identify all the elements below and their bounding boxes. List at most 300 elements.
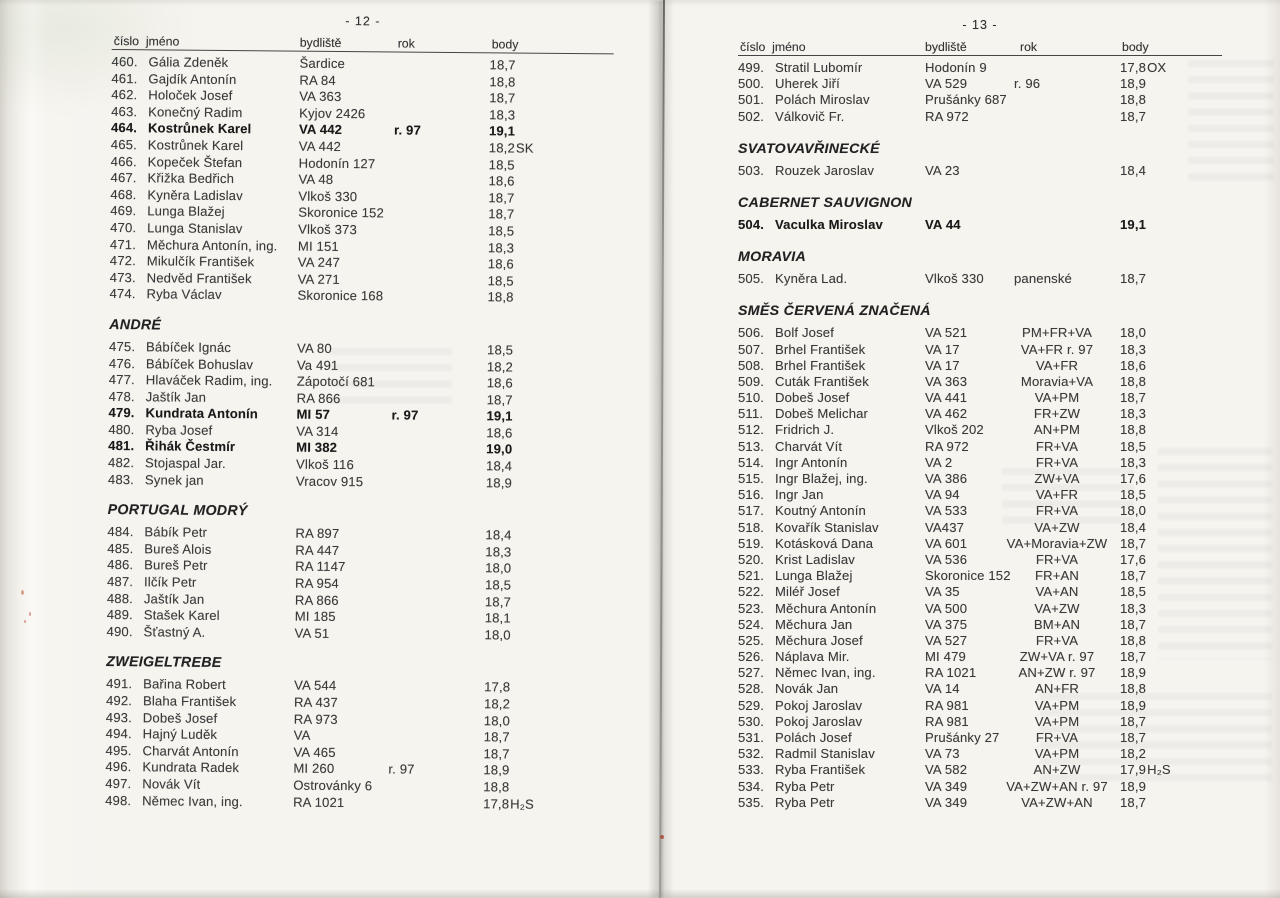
row-rok: VA+PM (1034, 390, 1080, 406)
row-points: 18,6 (486, 425, 513, 441)
row-body (1120, 795, 1146, 811)
row-number: 474. (109, 286, 136, 302)
row-bydliste: Vlkoš 373 (298, 221, 358, 238)
row-body (1120, 325, 1146, 341)
row-body (1120, 552, 1146, 568)
row-bydliste: Skoronice 152 (925, 568, 1011, 584)
row-rok: Moravia+VA (1020, 373, 1094, 389)
row-number: 487. (106, 574, 134, 590)
row-name: Polách Miroslav (775, 92, 870, 108)
row-bydliste: VA 51 (294, 625, 330, 641)
table-row (738, 422, 1222, 438)
row-number: 517. (738, 503, 765, 519)
row-name: Kyněra Lad. (775, 271, 848, 287)
row-body (1120, 536, 1146, 552)
row-rok: FR+VA (1035, 503, 1079, 519)
row-rok: AN+PM (1033, 422, 1081, 438)
row-points: 18,0 (484, 627, 511, 643)
row-bydliste: Prušánky 27 (925, 730, 1000, 745)
row-bydliste: VA 527 (925, 632, 968, 648)
row-points: 18,8 (1120, 681, 1147, 697)
col-header-cislo-jmeno: číslo jméno (113, 34, 180, 49)
row-name: Válkovič Fr. (775, 108, 845, 124)
row-name: Křižka Bedřich (147, 170, 235, 187)
row-points: 18,9 (1120, 697, 1147, 713)
row-name: Fridrich J. (775, 422, 835, 438)
row-bydliste: VA 35 (925, 584, 960, 600)
table-row (738, 109, 1222, 125)
table-row (738, 487, 1222, 503)
row-number: 497. (105, 775, 132, 792)
row-points: 18,8 (1120, 632, 1147, 648)
row-name: Miléř Josef (775, 584, 840, 600)
row-points: 19,1 (488, 123, 516, 139)
row-bydliste: RA 437 (293, 694, 338, 710)
row-points: 18,5 (487, 273, 514, 289)
row-bydliste: VA 544 (294, 678, 337, 694)
row-number: 499. (738, 60, 765, 75)
row-number: 476. (108, 355, 136, 371)
row-rok: AN+ZW r. 97 (1018, 665, 1096, 681)
row-name: Jaštík Jan (143, 590, 205, 607)
row-body (485, 544, 511, 561)
row-name: Cuták František (775, 373, 869, 389)
row-rok: FR+VA (1035, 438, 1079, 454)
row-rok: panenské (1014, 271, 1072, 287)
row-points: 18,7 (1120, 794, 1147, 810)
row-number: 489. (106, 607, 133, 623)
row-body (485, 577, 511, 594)
row-body (489, 74, 515, 91)
row-bydliste: MI 382 (296, 440, 338, 456)
row-name: Bábíček Bohuslav (145, 355, 254, 372)
row-number: 472. (109, 253, 136, 269)
row-name: Ryba Petr (775, 794, 835, 810)
row-points: 18,9 (485, 474, 513, 491)
row-rok: FR+AN (1034, 568, 1080, 584)
row-rok: BM+AN (1033, 616, 1081, 632)
table-row (738, 217, 1222, 233)
row-number: 467. (110, 170, 137, 186)
row-number: 480. (108, 421, 135, 438)
row-number: 483. (107, 471, 135, 487)
row-number: 500. (738, 76, 765, 92)
row-body (1120, 217, 1146, 233)
row-points: 18,7 (1120, 390, 1147, 406)
row-points: 18,5 (488, 223, 515, 239)
row-bydliste: Kyjov 2426 (299, 105, 366, 121)
row-name: Charvát Vít (775, 438, 843, 454)
row-name: Měchura Antonín (775, 600, 877, 616)
row-number: 533. (738, 762, 765, 778)
row-name: Koutný Antonín (775, 503, 866, 519)
row-points: 18,5 (1120, 438, 1147, 454)
row-name: Mikulčík František (146, 253, 255, 270)
row-points: 19,1 (1120, 216, 1147, 232)
row-rok: VA+FR (1035, 487, 1079, 503)
row-number: 503. (738, 162, 765, 178)
row-body (1120, 617, 1146, 633)
row-name: Ingr Antonín (775, 454, 848, 470)
row-name: Bolf Josef (775, 325, 834, 341)
row-body (1120, 665, 1146, 681)
red-speck (24, 620, 26, 623)
row-name: Krist Ladislav (775, 551, 855, 567)
row-body (1120, 390, 1146, 406)
table-row (738, 60, 1222, 76)
row-points: 18,2 (488, 140, 515, 156)
row-name: Novák Vít (142, 776, 201, 792)
row-body (488, 190, 514, 207)
table-row (738, 342, 1222, 358)
row-points: 19,1 (486, 408, 513, 424)
row-number: 464. (110, 120, 138, 136)
row-body-note: SK (515, 140, 534, 156)
row-number: 477. (108, 372, 135, 388)
ink-bleed-through (1040, 693, 1272, 785)
page-12 (105, 12, 614, 814)
row-body (486, 442, 512, 459)
row-name: Rouzek Jaroslav (775, 162, 875, 178)
section-title: CABERNET SAUVIGNON (738, 194, 913, 211)
row-name: Kostrůnek Karel (147, 137, 244, 154)
row-bydliste: VA 465 (293, 744, 336, 760)
row-number: 534. (738, 778, 765, 794)
row-points: 18,5 (487, 342, 514, 358)
table-row (738, 271, 1222, 287)
col-header-bydliste: bydliště (299, 35, 342, 51)
row-body (484, 713, 510, 730)
row-body (489, 124, 515, 141)
row-bydliste: MI 57 (296, 406, 331, 423)
row-points: 18,4 (485, 527, 512, 543)
row-body (483, 779, 509, 796)
table-rows (105, 50, 614, 814)
table-row (738, 163, 1222, 179)
row-bydliste: Vlkoš 330 (925, 271, 984, 287)
row-body (483, 763, 509, 780)
row-number: 513. (738, 438, 765, 454)
row-name: Řihák Čestmír (145, 438, 236, 455)
row-name: Dobeš Josef (142, 709, 218, 726)
row-number: 463. (111, 103, 138, 120)
row-body (487, 375, 513, 392)
row-name: Bařina Robert (143, 676, 226, 693)
row-name: Lunga Stanislav (147, 220, 243, 237)
row-bydliste: RA 447 (295, 542, 340, 558)
row-body (487, 342, 513, 359)
row-bydliste: VA 375 (925, 616, 968, 632)
row-points: 18,7 (1120, 616, 1147, 632)
row-name: Bureš Petr (144, 557, 208, 574)
row-points: 18,7 (1120, 730, 1147, 745)
row-name: Dobeš Josef (775, 390, 850, 406)
row-rok: VA+PM (1034, 713, 1080, 729)
table-row (738, 390, 1222, 406)
table-row (738, 617, 1222, 633)
row-number: 506. (738, 325, 765, 341)
row-name: Pokoj Jaroslav (775, 713, 863, 729)
row-number: 526. (738, 649, 765, 665)
col-header-bydliste: bydliště (925, 40, 967, 54)
row-name: Měchura Jan (775, 616, 853, 632)
table-row (738, 649, 1222, 665)
section-title: ANDRÉ (109, 316, 162, 334)
section-title: SMĚS ČERVENÁ ZNAČENÁ (738, 303, 931, 320)
row-number: 462. (111, 87, 138, 103)
row-body (484, 729, 510, 746)
row-body (483, 746, 509, 763)
row-rok: VA+FR r. 97 (1020, 341, 1094, 357)
row-points: 18,3 (1120, 406, 1147, 422)
row-bydliste: RA 1021 (293, 794, 345, 810)
row-body (487, 290, 513, 307)
row-name: Kotásková Dana (775, 535, 874, 551)
row-points: 18,9 (1120, 665, 1147, 681)
row-body (489, 157, 515, 174)
row-points: 18,6 (486, 375, 513, 391)
row-bydliste: Vlkoš 330 (298, 188, 358, 204)
row-name: Šťastný A. (143, 624, 206, 640)
row-points: 18,4 (1120, 519, 1147, 535)
row-number: 532. (738, 746, 765, 762)
row-bydliste: VA 529 (925, 76, 968, 92)
row-bydliste: RA 954 (294, 575, 339, 592)
row-body (487, 392, 513, 409)
row-bydliste: Hodonín 127 (298, 155, 376, 171)
table-row (105, 793, 607, 814)
row-bydliste: Skoronice 152 (298, 204, 384, 221)
row-points: 18,7 (488, 190, 515, 206)
row-rok: r. 97 (393, 122, 422, 139)
row-points: 18,7 (488, 206, 515, 222)
row-number: 509. (738, 373, 765, 389)
row-name: Stratil Lubomír (775, 60, 863, 75)
row-name: Kostrůnek Karel (147, 120, 252, 137)
row-points: 18,8 (489, 73, 516, 90)
row-name: Ilčík Petr (143, 574, 197, 590)
row-points: 18,9 (483, 762, 510, 778)
row-name: Kopeček Štefan (147, 153, 243, 170)
row-body (489, 140, 534, 157)
row-points: 19,0 (486, 441, 513, 457)
row-number: 460. (111, 53, 138, 70)
row-points: 18,8 (1120, 422, 1147, 438)
row-bydliste: RA 981 (925, 713, 969, 729)
row-bydliste: VA 363 (299, 88, 342, 105)
row-points: 17,6 (1120, 471, 1147, 486)
row-body (488, 240, 514, 257)
row-name: Lunga Blažej (147, 203, 225, 220)
row-name: Bureš Alois (144, 541, 212, 557)
row-bydliste: MI 479 (925, 649, 966, 665)
row-number: 490. (106, 623, 133, 640)
row-bydliste: Va 491 (296, 357, 339, 373)
row-name: Novák Jan (775, 681, 839, 697)
row-points: 18,2 (483, 696, 511, 712)
row-body (1120, 406, 1146, 422)
row-bydliste: VA 73 (925, 746, 960, 762)
row-number: 488. (106, 590, 134, 606)
row-name: Dobeš Melichar (775, 406, 869, 422)
row-points: 18,2 (1120, 746, 1147, 762)
row-points: 18,7 (484, 593, 512, 610)
row-rok: r. 97 (391, 407, 419, 423)
row-body (1120, 271, 1146, 287)
row-name: Hajný Luděk (142, 726, 218, 743)
row-bydliste: VA 17 (925, 357, 960, 373)
row-points: 18,4 (1120, 162, 1147, 178)
col-header-rok: rok (1020, 40, 1038, 54)
table-row (738, 325, 1222, 341)
row-points: 17,8 (484, 679, 511, 695)
row-name: Synek jan (144, 471, 204, 488)
row-body-note: H₂S (510, 796, 535, 812)
row-bydliste: Prušánky 687 (925, 92, 1007, 108)
row-name: Brhel František (775, 357, 866, 373)
row-rok: r. 97 (388, 761, 415, 778)
table-header (738, 38, 1222, 56)
row-bydliste: VA437 (925, 519, 965, 535)
table-row (738, 455, 1222, 471)
row-number: 505. (738, 271, 765, 287)
row-bydliste: VA 44 (925, 216, 961, 232)
row-number: 473. (109, 269, 136, 285)
row-points: 18,7 (1120, 271, 1147, 287)
row-bydliste: VA (293, 727, 311, 743)
table-row (738, 471, 1222, 487)
row-bydliste: RA 866 (294, 592, 339, 608)
row-number: 475. (109, 338, 136, 355)
page-number: - 12 - (345, 14, 381, 29)
table-row (738, 665, 1222, 681)
row-points: 18,3 (1120, 600, 1147, 616)
row-name: Pokoj Jaroslav (775, 697, 863, 713)
row-body (486, 409, 512, 426)
ink-bleed-through (1158, 448, 1272, 660)
row-points: 18,7 (489, 57, 516, 73)
table-row (738, 92, 1222, 108)
row-name: Bábík Petr (144, 524, 208, 541)
row-number: 501. (738, 92, 765, 108)
table-row (107, 624, 609, 645)
row-points: 18,7 (1120, 535, 1147, 551)
row-points: 18,1 (484, 610, 511, 626)
row-name: Charvát Antonín (142, 743, 239, 759)
row-bydliste: RA 1147 (295, 559, 346, 575)
row-body (484, 680, 510, 697)
row-name: Nedvěd František (146, 270, 252, 286)
row-points: 18,7 (1120, 713, 1147, 729)
row-name: Ryba Václav (146, 286, 222, 303)
row-number: 520. (738, 551, 765, 567)
row-body-note: OX (1147, 60, 1167, 75)
row-number: 493. (105, 709, 133, 725)
row-number: 496. (105, 759, 132, 775)
row-body (488, 223, 514, 240)
table-row (738, 76, 1222, 92)
row-name: Ingr Blažej, ing. (775, 471, 868, 486)
table-row (738, 536, 1222, 552)
row-body (485, 528, 511, 545)
row-points: 18,0 (1120, 325, 1147, 341)
row-points: 18,7 (483, 729, 510, 745)
row-name: Lunga Blažej (775, 568, 853, 584)
row-points: 18,6 (1120, 357, 1147, 373)
table-row (738, 552, 1222, 568)
row-bydliste: RA 972 (925, 438, 969, 454)
row-points: 18,7 (486, 391, 513, 408)
row-number: 528. (738, 681, 765, 697)
row-bydliste: VA 536 (925, 551, 968, 567)
row-number: 491. (106, 676, 133, 692)
row-body (485, 627, 511, 644)
row-rok: ZW+VA r. 97 (1019, 649, 1095, 665)
row-name: Náplava Mir. (775, 649, 850, 665)
row-number: 492. (105, 692, 133, 709)
row-rok: VA+ZW+AN r. 97 (1006, 778, 1108, 794)
row-points: 18,0 (483, 712, 510, 729)
row-name: Kyněra Ladislav (147, 187, 243, 203)
row-bydliste: VA 521 (925, 325, 968, 341)
row-number: 510. (738, 390, 765, 406)
row-points: 18,7 (1120, 108, 1147, 124)
row-number: 516. (738, 487, 765, 503)
col-header-body: body (1122, 40, 1149, 54)
row-rok: AN+ZW (1033, 762, 1081, 778)
row-body (1120, 92, 1146, 108)
row-body (1120, 633, 1146, 649)
row-rok: VA+Moravia+ZW (1006, 535, 1108, 551)
row-body (1120, 60, 1166, 76)
row-rok: FR+VA (1035, 454, 1079, 470)
row-body (1120, 374, 1146, 390)
row-bydliste: VA 17 (925, 341, 960, 357)
row-name: Ingr Jan (775, 487, 824, 503)
row-bydliste: RA 972 (925, 108, 969, 124)
row-bydliste: Šardice (299, 55, 346, 72)
red-speck (21, 590, 24, 595)
row-rok: VA+ZW (1034, 600, 1080, 616)
row-name: Hlaváček Radim, ing. (145, 372, 273, 389)
row-number: 469. (110, 203, 137, 219)
row-body (485, 610, 511, 627)
row-points: 17,6 (1120, 551, 1147, 567)
row-rok: VA+PM (1034, 746, 1080, 762)
row-points: 18,3 (1120, 341, 1147, 357)
row-points: 18,0 (485, 560, 512, 576)
row-bydliste: RA 84 (299, 72, 336, 88)
row-bydliste: Hodonín 9 (925, 60, 987, 75)
row-number: 521. (738, 568, 765, 584)
row-number: 498. (105, 792, 132, 808)
row-points: 18,5 (484, 577, 512, 593)
row-name: Kundrata Radek (142, 759, 240, 776)
row-number: 481. (108, 438, 135, 454)
row-body (485, 594, 511, 611)
row-bydliste: VA 23 (925, 162, 960, 178)
row-number: 518. (738, 519, 765, 535)
page-number: - 13 - (962, 18, 998, 32)
row-number: 529. (738, 697, 765, 713)
row-body (485, 561, 511, 578)
row-body-note: H₂S (1147, 762, 1171, 778)
row-points: 18,7 (1120, 649, 1147, 665)
row-bydliste: VA 80 (297, 340, 332, 356)
row-bydliste: VA 386 (925, 471, 968, 486)
table-row (738, 374, 1222, 390)
row-rok: AN+FR (1034, 681, 1080, 697)
